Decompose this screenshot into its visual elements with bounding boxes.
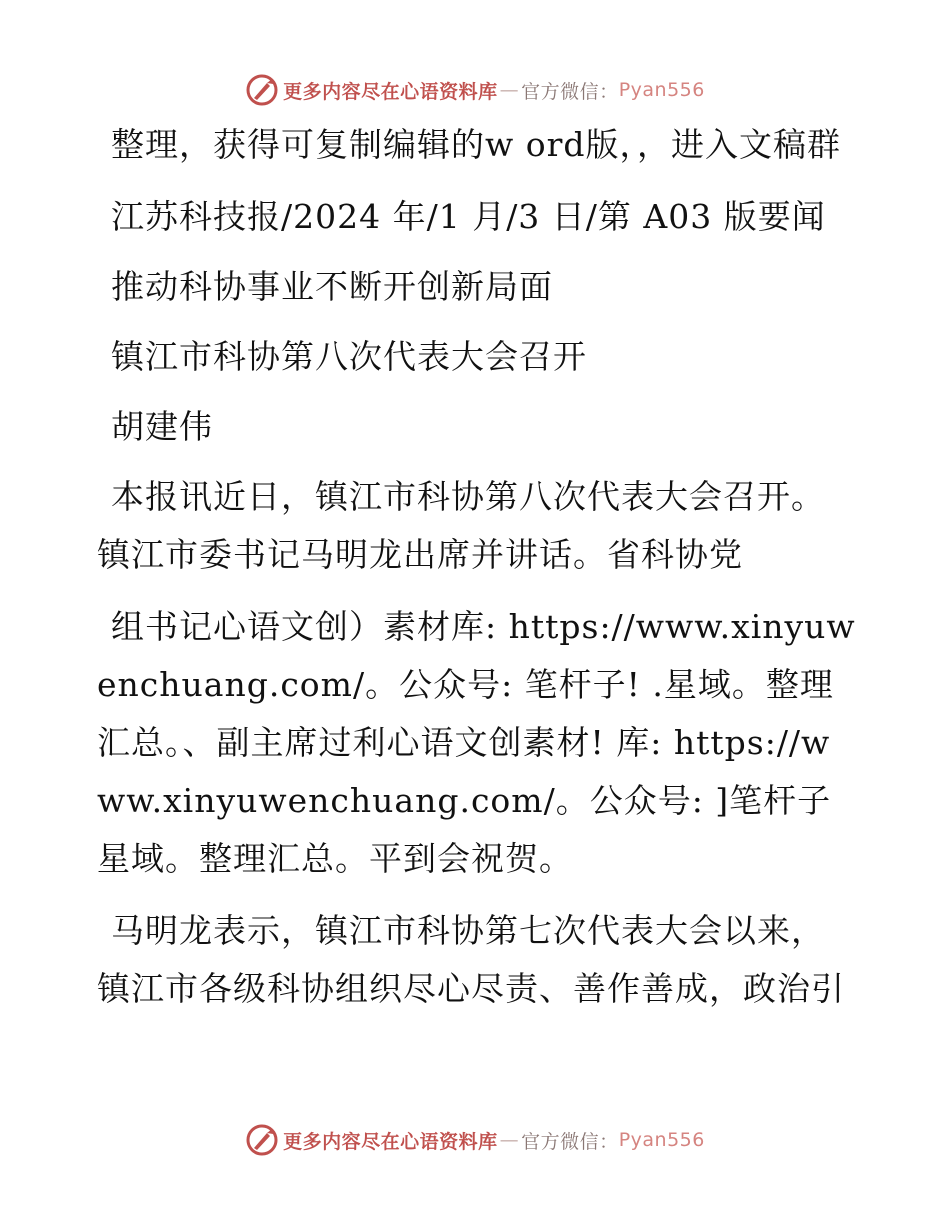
watermark-brand: 更多内容尽在心语资料库 <box>283 1130 498 1153</box>
document-body <box>97 116 857 1032</box>
watermark-official-label: 官方微信： <box>521 1130 619 1153</box>
watermark-account: Pyan556 <box>618 79 705 101</box>
article-author: 胡建伟 <box>111 407 213 446</box>
pen-logo-icon <box>245 1123 279 1157</box>
source-line: 江苏科技报/2024 年/1 月/3 日/第 A03 版要闻 <box>111 197 826 236</box>
pen-logo-icon <box>245 73 279 107</box>
watermark-dash: — <box>499 1129 520 1151</box>
watermark-dash: — <box>499 79 520 101</box>
article-headline: 推动科协事业不断开创新局面 <box>111 267 553 306</box>
article-subheadline: 镇江市科协第八次代表大会召开 <box>111 337 587 376</box>
intro-paragraph: 整理，获得可复制编辑的w ord版，，进入文稿群 <box>111 125 842 164</box>
body-paragraph: 组书记心语文创）素材库: https://www.xinyuwenchuang.com/。公众号: 笔杆子! .星域。整理汇总。、副主席过利心语文创素材! 库: https://www.xinyuwenchuang.com/。公众号: ]笔杆子星域。整理汇总。平到会祝贺。 <box>97 607 856 878</box>
watermark-brand: 更多内容尽在心语资料库 <box>283 80 498 103</box>
watermark-account: Pyan556 <box>618 1129 705 1151</box>
body-paragraph: 本报讯近日，镇江市科协第八次代表大会召开。镇江市委书记马明龙出席并讲话。省科协党 <box>97 477 825 574</box>
body-paragraph: 马明龙表示，镇江市科协第七次代表大会以来，镇江市各级科协组织尽心尽责、善作善成，政治引 <box>97 911 845 1008</box>
footer-watermark <box>0 1122 950 1158</box>
header-watermark <box>0 72 950 108</box>
watermark-official-label: 官方微信： <box>521 80 619 103</box>
